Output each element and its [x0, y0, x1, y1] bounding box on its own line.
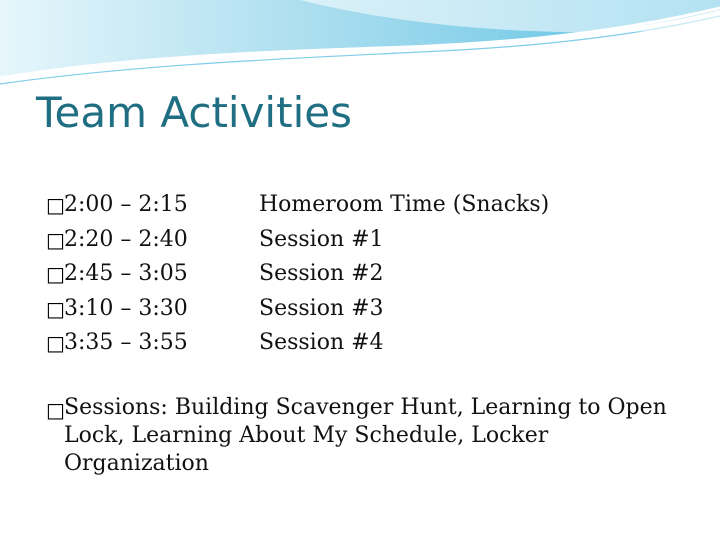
- schedule-activity: Session #4: [259, 330, 384, 355]
- schedule-time: 2:45 – 3:05: [64, 261, 188, 286]
- bullet-icon: □: [46, 262, 65, 286]
- bullet-icon: □: [46, 331, 65, 355]
- schedule-activity: Homeroom Time (Snacks): [259, 192, 550, 217]
- schedule-time: 3:10 – 3:30: [64, 295, 188, 321]
- bullet-icon: □: [46, 398, 65, 422]
- bullet-icon: □: [46, 227, 65, 252]
- schedule-activity: Session #2: [259, 261, 384, 286]
- schedule-time: 2:00 – 2:15: [64, 192, 188, 217]
- schedule-time: 3:35 – 3:55: [64, 330, 188, 355]
- schedule-time: 2:20 – 2:40: [64, 226, 188, 252]
- bullet-icon: □: [46, 193, 65, 217]
- schedule-activity: Session #3: [259, 295, 384, 321]
- header-wave-decoration: [0, 0, 720, 90]
- slide-title: Team Activities: [36, 88, 352, 137]
- bullet-icon: □: [46, 296, 65, 321]
- sessions-paragraph: [46, 394, 696, 478]
- sessions-text: Sessions: Building Scavenger Hunt, Learning to Open Lock, Learning About My Schedule, Locker Organization: [64, 395, 667, 476]
- schedule-activity: Session #1: [259, 226, 384, 252]
